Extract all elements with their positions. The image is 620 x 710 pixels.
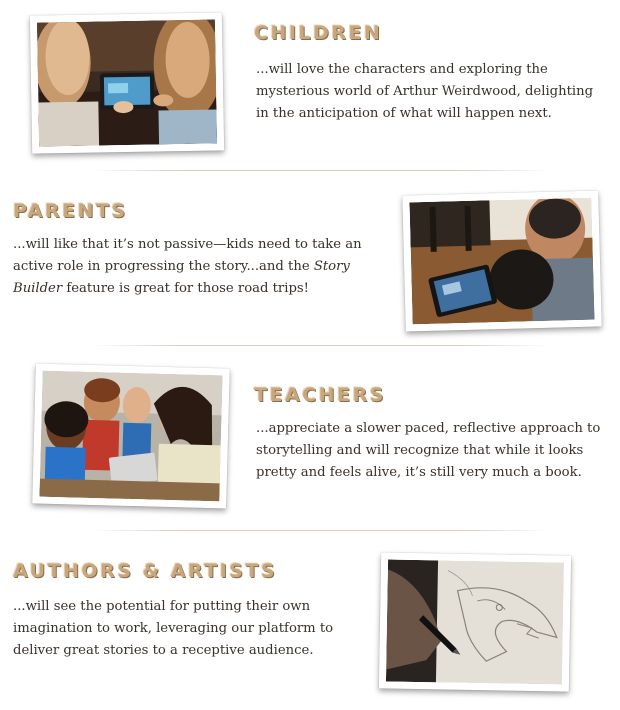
teachers-description: ...appreciate a slower paced, reflective approach to storytelling and will recognize that while it looks pretty and feels alive, it’s still very much a book. [256,421,601,480]
children-photo [30,12,224,153]
parents-photo [402,190,601,331]
parents-heading: PARENTS [13,200,128,222]
parents-text-part2: feature is great for those road trips! [62,281,309,296]
children-tablet-image [37,19,217,146]
children-heading: CHILDREN [254,22,383,44]
children-description: ...will love the characters and exploring the mysterious world of Arthur Weirdwood, delighting in the anticipation of what will happen next. [256,62,594,121]
divider [90,345,550,346]
divider [90,530,550,531]
dragon-sketch-image [386,559,564,684]
divider [90,170,550,171]
authors-artists-heading: AUTHORS & ARTISTS [13,560,278,582]
parents-description [13,234,383,300]
teachers-heading: TEACHERS [254,384,386,406]
authors-artists-photo [379,552,571,691]
classroom-tablet-image [39,371,222,502]
teachers-photo [32,363,230,508]
story-builder-emphasis: Story Builder [13,259,350,296]
parent-child-tablet-image [409,198,594,325]
parents-text-part1: ...will like that it’s not passive—kids need to take an active role in progressing the story...and the [13,237,362,274]
authors-artists-description: ...will see the potential for putting their own imagination to work, leveraging our platform to deliver great stories to a receptive audience. [13,599,334,658]
